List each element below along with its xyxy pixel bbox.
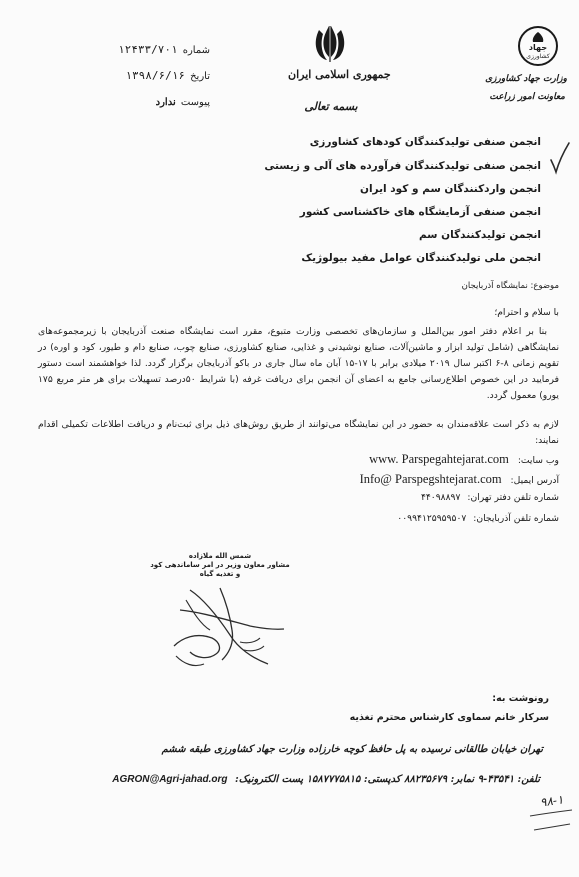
handwritten-signature — [160, 580, 300, 680]
greeting: با سلام و احترام؛ — [494, 307, 559, 318]
cc-heading: رونوشت به: — [492, 693, 549, 704]
ministry-name: وزارت جهاد کشاورزی — [485, 74, 567, 84]
contact-website-label: وب سایت: — [517, 455, 559, 466]
check-mark-icon — [548, 140, 572, 176]
cc-line: سرکار خانم سماوی کارشناس محترم تغذیه — [349, 712, 549, 723]
ministry-logo — [518, 26, 558, 66]
attachment-label: پیوست — [180, 97, 210, 108]
number-row — [118, 38, 210, 57]
deputy-name: معاونت امور زراعت — [489, 92, 565, 102]
contact-tehran-phone-row — [421, 492, 559, 503]
body-paragraph: بنا بر اعلام دفتر امور بین‌الملل و سازمان‌های تخصصی وزارت متبوع، مقرر است نمایشگاه صنعت آذربایجان با زیرمجموعه‌های نمایشگاهی (شامل تولید ابزار و ماشین‌آلات، صنایع نوشیدنی و غذایی، صنایع کشاورزی، صنایع چوب، صنایع دام و طیور، کود و اوره) در تقویم زمانی ۸-۶ اکتبر سال ۲۰۱۹ میلادی برابر با ۱۷-۱۵ آبان ماه سال جاری در باکو آذربایجان برگزار گردد. لذا خواهشمند است دستور فرمایید در این خصوص اطلاع‌رسانی جامع به اعضای آن انجمن برای دریافت غرفه (با شرایط ۵۰درصد تسهیلات برای هر متر مربع ۱۷۵ یورو) معمول گردد. — [38, 326, 559, 401]
recipient-3: انجمن واردکنندگان سم و کود ایران — [360, 183, 541, 195]
recipient-1: انجمن صنفی تولیدکنندگان کودهای کشاورزی — [309, 136, 541, 148]
contact-azerbaijan-phone-value: ۰۰۹۹۴۱۲۵۹۵۹۵۰۷ — [397, 513, 467, 524]
contact-azerbaijan-phone-row — [397, 513, 559, 524]
note-paragraph: لازم به ذکر است علاقه‌مندان به حضور در این نمایشگاه می‌توانند از طریق روش‌های ذیل برای ثبت‌نام و دریافت اطلاعات تکمیلی اقدام نمایند: — [38, 419, 559, 446]
contact-tehran-phone-value: ۴۴۰۹۸۸۹۷ — [420, 492, 461, 503]
signatory-name: شمس الله ملازاده — [188, 552, 252, 560]
signatory-title-2: و تغذیه گیاه — [199, 570, 241, 578]
attachment-value: ندارد — [155, 97, 176, 108]
date-value: ۱۳۹۸/۶/۱۶ — [125, 69, 185, 82]
date-row — [125, 64, 210, 83]
footer-address: تهران خیابان طالقانی نرسیده به پل حافظ کوچه خارزاده وزارت جهاد کشاورزی طبقه ششم — [161, 744, 543, 755]
signatory-block — [150, 552, 290, 579]
contact-website-row — [369, 452, 559, 467]
contact-email-label: آدرس ایمیل: — [510, 475, 559, 486]
contact-website-value[interactable]: www. Parspegahtejarat.com — [369, 452, 509, 466]
footer-contact-line: تلفن: ۴۳۵۴۱-۹ نمابر: ۸۸۲۳۵۶۷۹ کدپستی: ۱۵۸۷۷۷۵۸۱۵ پست الکترونیک: — [235, 774, 540, 785]
footer-email[interactable]: AGRON@Agri-jahad.org — [112, 774, 228, 785]
logo-text-1: جهاد — [528, 43, 548, 52]
date-label: تاریخ — [190, 71, 210, 82]
recipient-6: انجمن ملی تولیدکنندگان عوامل مفید بیولوژیک — [301, 252, 541, 264]
basmala: بسمه تعالی — [304, 100, 358, 113]
number-label: شماره — [182, 45, 210, 56]
handwritten-lines — [528, 808, 574, 838]
leaf-icon — [529, 31, 547, 43]
signatory-title-1: مشاور معاون وزیر در امر ساماندهی کود — [150, 561, 290, 569]
recipient-5: انجمن تولیدکنندگان سم — [418, 229, 541, 241]
attachment-row — [156, 90, 210, 109]
handwritten-reference: ۹۸-۱ — [539, 792, 565, 810]
republic-title: جمهوری اسلامی ایران — [288, 68, 391, 81]
contact-email-row — [360, 472, 559, 487]
subject-line: موضوع: نمایشگاه آذربایجان — [461, 281, 559, 291]
iran-emblem-icon — [310, 20, 350, 66]
header-meta — [100, 38, 210, 110]
contact-tehran-phone-label: شماره تلفن دفتر تهران: — [467, 492, 559, 503]
contact-email-value[interactable]: Info@ Parspegshtejarat.com — [359, 472, 502, 486]
contact-azerbaijan-phone-label: شماره تلفن آذربایجان: — [473, 513, 559, 524]
recipient-2: انجمن صنفی تولیدکنندگان فرآورده های آلی و زیستی — [264, 160, 541, 172]
logo-text-2: کشاورزی — [526, 53, 550, 60]
number-value: ۱۲۴۳۳/۷۰۱ — [118, 43, 178, 56]
recipient-4: انجمن صنفی آزمایشگاه های خاکشناسی کشور — [299, 206, 541, 218]
footer-contact-row — [90, 774, 540, 785]
